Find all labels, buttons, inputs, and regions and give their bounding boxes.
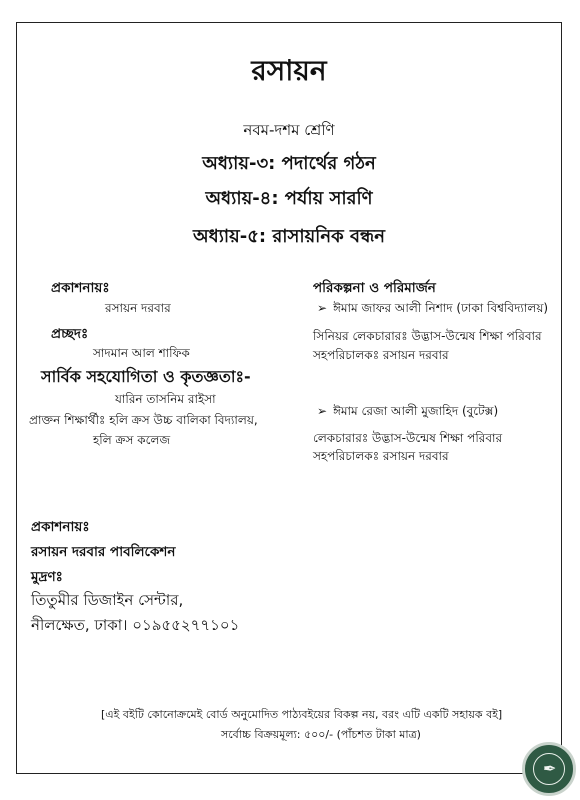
- book-title: রসায়ন: [251, 54, 327, 87]
- price-note: সর্বোচ্চ বিক্রয়মূল্য: ৫০০/- (পাঁচশত টাকা মাত্র): [221, 728, 421, 741]
- chapter-4-title: অধ্যায়-৪: পর্যায় সারণি: [205, 188, 373, 209]
- person-1-role-2: সহপরিচালকঃ রসায়ন দরবার: [313, 348, 449, 362]
- printer-address: নীলক্ষেত, ঢাকা। ০১৯৫৫২৭৭১০১: [31, 616, 240, 634]
- bullet-arrow-icon: ➢: [317, 301, 328, 315]
- person-2-name: ঈমাম রেজা আলী মুজাহিদ (বুটেক্স): [333, 404, 499, 418]
- bullet-arrow-icon: ➢: [317, 404, 328, 418]
- bottom-publisher-heading: প্রকাশনায়ঃ: [31, 519, 90, 535]
- support-name: যারিন তাসনিম রাইসা: [115, 392, 216, 406]
- chapter-5-title: অধ্যায়-৫: রাসায়নিক বন্ধন: [193, 226, 385, 247]
- page-frame: [16, 22, 562, 774]
- person-2-role-2: সহপরিচালকঃ রসায়ন দরবার: [313, 449, 449, 463]
- publisher-name: রসায়ন দরবার: [105, 301, 171, 315]
- support-affiliation-2: হলি ক্রস কলেজ: [93, 433, 171, 447]
- class-line: নবম-দশম শ্রেণি: [243, 121, 335, 139]
- person-1-name-row: [317, 300, 548, 320]
- cover-artist: সাদমান আল শাফিক: [93, 346, 190, 360]
- chapter-3-title: অধ্যায়-৩: পদার্থের গঠন: [202, 153, 376, 174]
- printer-heading: মুদ্রণঃ: [31, 569, 63, 585]
- printer-name: তিতুমীর ডিজাইন সেন্টার,: [31, 591, 184, 609]
- support-affiliation-1: প্রাক্তন শিক্ষার্থীঃ হলি ক্রস উচ্চ বালিকা বিদ্যালয়,: [29, 413, 258, 427]
- pen-nib-icon: ✒: [543, 759, 557, 778]
- plan-heading: পরিকল্পনা ও পরিমার্জন: [313, 280, 436, 296]
- bottom-publisher-name: রসায়ন দরবার পাবলিকেশন: [31, 544, 176, 560]
- support-heading: সার্বিক সহযোগিতা ও কৃতজ্ঞতাঃ-: [41, 367, 251, 386]
- person-2-role-1: লেকচারারঃ উদ্ভাস-উন্মেষ শিক্ষা পরিবার: [313, 431, 503, 445]
- publisher-heading: প্রকাশনায়ঃ: [51, 280, 110, 296]
- person-1-role-1: সিনিয়র লেকচারারঃ উদ্ভাস-উন্মেষ শিক্ষা পরিবার: [313, 329, 542, 343]
- person-1-name: ঈমাম জাফর আলী নিশাদ (ঢাকা বিশ্ববিদ্যালয়): [333, 301, 549, 315]
- publisher-seal-icon: [522, 742, 576, 796]
- person-2-name-row: [317, 403, 498, 423]
- disclaimer-note: [এই বইটি কোনোক্রমেই বোর্ড অনুমোদিত পাঠ্যবইয়ের বিকল্প নয়, বরং এটি একটি সহায়ক বই]: [101, 708, 503, 721]
- cover-heading: প্রচ্ছদঃ: [51, 326, 89, 342]
